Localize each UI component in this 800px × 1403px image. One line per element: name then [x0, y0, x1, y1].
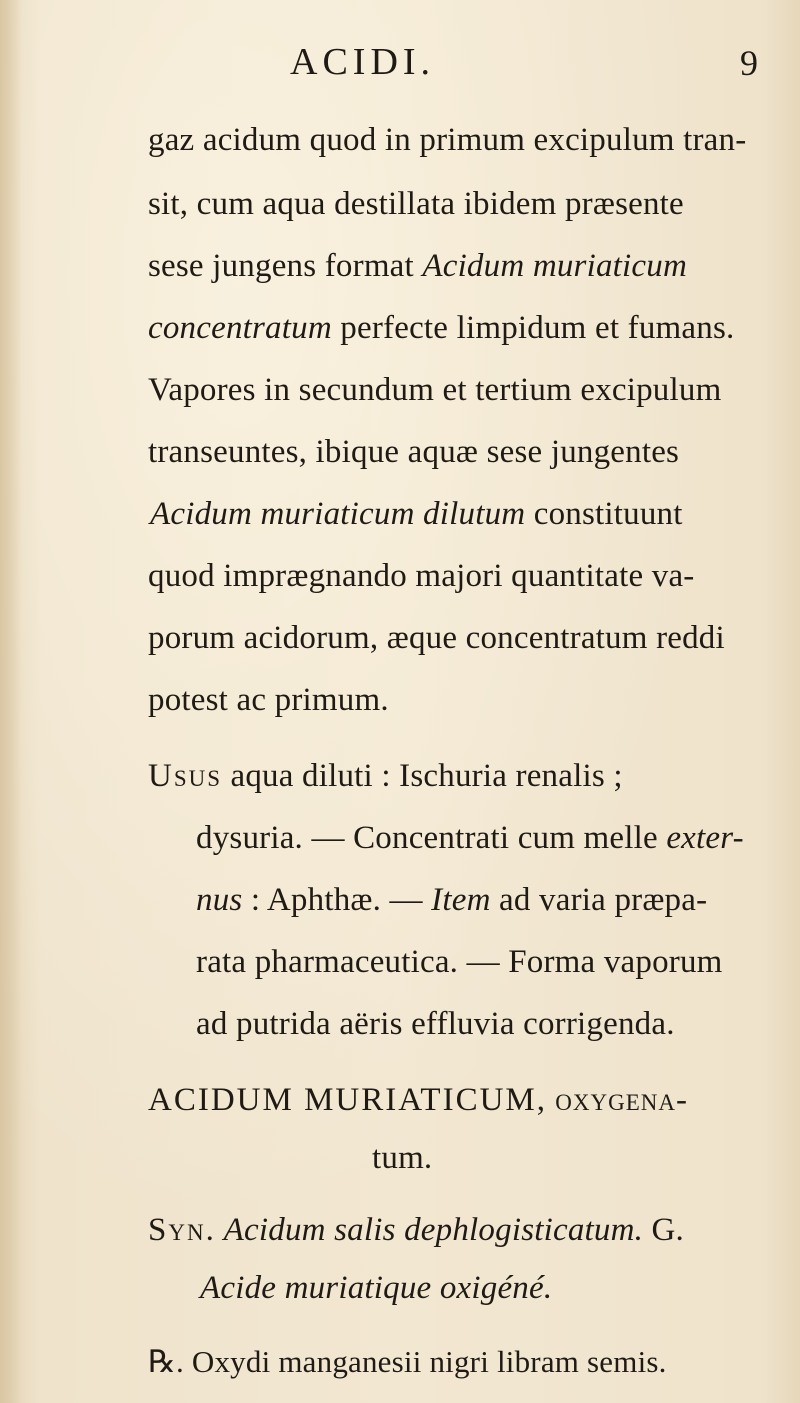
text-line [148, 186, 766, 223]
text-line [148, 682, 766, 719]
text-line [148, 620, 766, 657]
text-span: potest ac primum. [148, 682, 389, 718]
running-title: ACIDI. [290, 41, 436, 83]
text-span: constituunt [525, 496, 683, 532]
text-line [196, 944, 766, 981]
page-header [0, 40, 800, 90]
text-span: dysuria. — Concentrati cum melle [196, 820, 667, 856]
page-number: 9 [740, 43, 758, 83]
text-span: : Aphthæ. — [242, 882, 432, 918]
text-line [196, 882, 766, 919]
italic-term: exter- [666, 820, 744, 856]
text-span: sese jungens format [148, 248, 423, 284]
page-gutter [0, 0, 22, 1403]
text-span: Vapores in secundum et tertium excipulum [148, 372, 722, 408]
text-line [196, 1006, 766, 1043]
italic-term: Acidum salis dephlogisticatum. [215, 1212, 644, 1248]
text-line [196, 820, 766, 857]
heading-continuation: tum. [372, 1140, 433, 1176]
italic-term: concentratum [148, 310, 332, 346]
text-line [150, 496, 768, 533]
text-span: rata pharmaceutica. — Forma vaporum [196, 944, 723, 980]
italic-term: Acide muriatique oxigéné. [200, 1270, 553, 1306]
text-line [148, 758, 768, 795]
italic-term: Item [431, 882, 491, 918]
text-line [148, 248, 766, 285]
italic-term: Acidum muriaticum dilutum [150, 496, 526, 532]
italic-term: Acidum muriaticum [422, 248, 687, 284]
text-span: aqua diluti : Ischuria renalis ; [222, 758, 623, 794]
text-span: ad putrida aëris effluvia corrigenda. [196, 1006, 675, 1042]
text-line [200, 1270, 552, 1307]
text-span: gaz acidum quod in primum excipulum tran- [148, 122, 747, 158]
text-line [148, 310, 766, 347]
text-span: perfecte limpidum et fumans. [331, 310, 735, 346]
usus-label: Usus [148, 758, 223, 794]
text-span: ℞. Oxydi manganesii nigri libram semis. [148, 1344, 667, 1379]
text-line [148, 1344, 768, 1380]
text-span: quod imprægnando majori quantitate va- [148, 558, 695, 594]
text-span: sit, cum aqua destillata ibidem præsente [148, 186, 684, 222]
heading-suffix: , oxygena- [536, 1082, 688, 1118]
text-span: transeuntes, ibique aquæ sese jungentes [148, 434, 680, 470]
syn-label: Syn. [148, 1212, 216, 1248]
section-heading [148, 1082, 768, 1119]
text-line [148, 434, 766, 471]
italic-term: nus [196, 882, 243, 918]
text-line [148, 1212, 768, 1249]
text-span: ad varia præpa- [490, 882, 708, 918]
text-line [148, 558, 766, 595]
text-span: porum acidorum, æque concentratum reddi [148, 620, 725, 656]
heading-title: ACIDUM MURIATICUM [148, 1082, 537, 1118]
text-line [148, 372, 766, 409]
text-line [148, 122, 766, 159]
text-line [372, 1140, 432, 1177]
text-span: G. [643, 1212, 685, 1248]
